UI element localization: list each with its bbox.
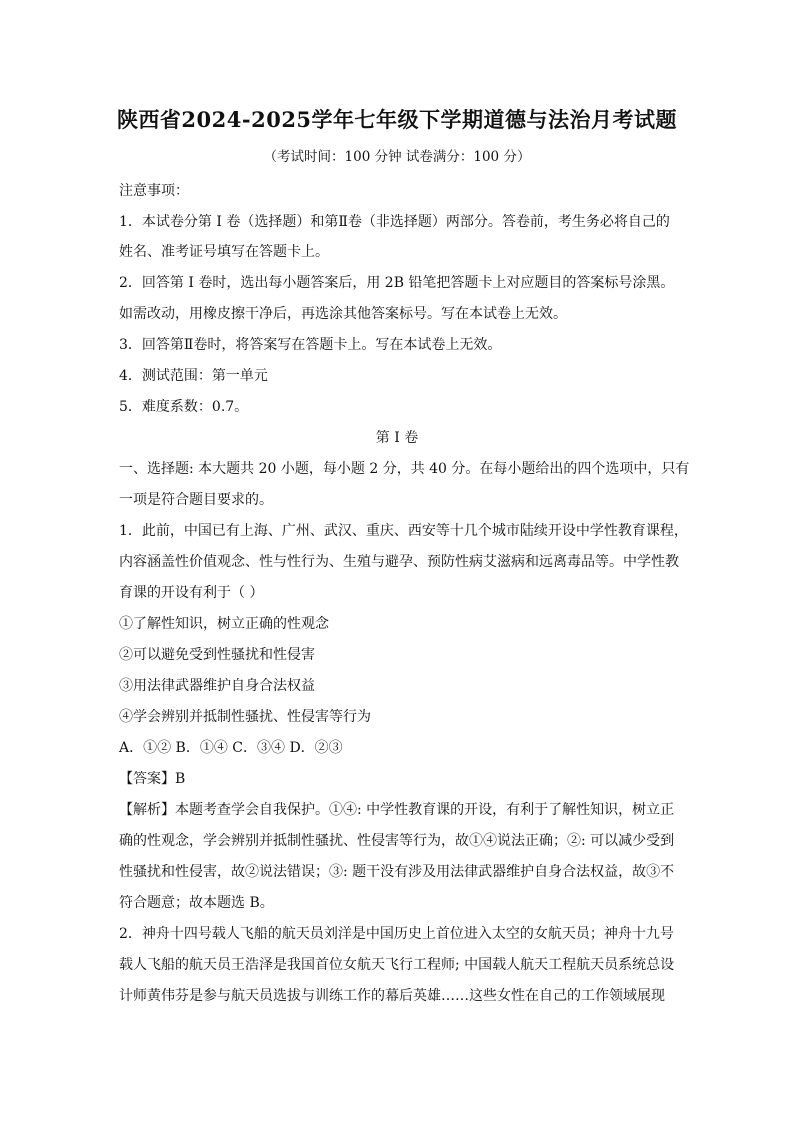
question-2-stem-line: 载人飞船的航天员王浩泽是我国首位女航天飞行工程师; 中国载人航天工程航天员系统总设 bbox=[119, 957, 675, 973]
notice-line: 3．回答第Ⅱ卷时，将答案写在答题卡上。写在本试卷上无效。 bbox=[119, 337, 502, 353]
question-1-answer: 【答案】B bbox=[119, 771, 186, 787]
question-1-analysis-line: 性骚扰和性侵害，故②说法错误；③: 题干没有涉及用法律武器维护自身合法权益，故③不 bbox=[119, 864, 675, 880]
notice-line: 4．测试范围：第一单元 bbox=[119, 368, 268, 384]
question-2-stem-line: 2．神舟十四号载人飞船的航天员刘洋是中国历史上首位进入太空的女航天员；神舟十九号 bbox=[119, 926, 674, 942]
question-1-stem-line: 内容涵盖性价值观念、性与性行为、生殖与避孕、预防性病艾滋病和远离毒品等。中学性教 bbox=[119, 554, 679, 570]
question-1-option: ③用法律武器维护自身合法权益 bbox=[119, 678, 315, 694]
notice-line: 5．难度系数：0.7。 bbox=[119, 399, 249, 415]
notice-line: 姓名、准考证号填写在答题卡上。 bbox=[119, 244, 329, 260]
section-title: 第 I 卷 bbox=[375, 430, 419, 446]
question-2-stem-line: 计师黄伟芬是参与航天员选拔与训练工作的幕后英雄……这些女性在自己的工作领域展现 bbox=[119, 988, 665, 1004]
question-1-analysis-line: 符合题意；故本题选 B。 bbox=[119, 895, 274, 911]
question-1-analysis-line: 【解析】本题考查学会自我保护。①④: 中学性教育课的开设，有利于了解性知识，树立正 bbox=[119, 802, 675, 818]
notice-line: 1．本试卷分第 I 卷（选择题）和第Ⅱ卷（非选择题）两部分。答卷前，考生务必将自己的 bbox=[119, 214, 670, 230]
exam-title: 陕西省2024-2025学年七年级下学期道德与法治月考试题 bbox=[116, 107, 678, 132]
notice-line: 如需改动，用橡皮擦干净后，再选涂其他答案标号。写在本试卷上无效。 bbox=[119, 306, 567, 322]
notice-line: 2．回答第 I 卷时，选出每小题答案后，用 2B 铅笔把答题卡上对应题目的答案标号涂黑。 bbox=[119, 275, 675, 291]
section-intro-line: 一项是符合题目要求的。 bbox=[119, 492, 273, 508]
question-1-analysis-line: 确的性观念，学会辨别并抵制性骚扰、性侵害等行为，故①④说法正确；②: 可以减少受到 bbox=[119, 833, 675, 849]
section-intro-line: 一、选择题: 本大题共 20 小题，每小题 2 分，共 40 分。在每小题给出的四个选项中，只有 bbox=[119, 461, 690, 477]
question-1-stem-line: 1．此前，中国已有上海、广州、武汉、重庆、西安等十几个城市陆续开设中学性教育课程， bbox=[119, 523, 688, 539]
question-1-stem-line: 育课的开设有利于（ ） bbox=[119, 585, 264, 601]
question-1-option: ②可以避免受到性骚扰和性侵害 bbox=[119, 647, 315, 663]
notice-heading: 注意事项： bbox=[119, 183, 189, 199]
question-1-option: ④学会辨别并抵制性骚扰、性侵害等行为 bbox=[119, 709, 371, 725]
question-1-option: ①了解性知识，树立正确的性观念 bbox=[119, 616, 329, 632]
exam-subtitle: （考试时间：100 分钟 试卷满分：100 分） bbox=[263, 149, 531, 165]
question-1-choices: A．①② B．①④ C．③④ D．②③ bbox=[119, 740, 343, 756]
